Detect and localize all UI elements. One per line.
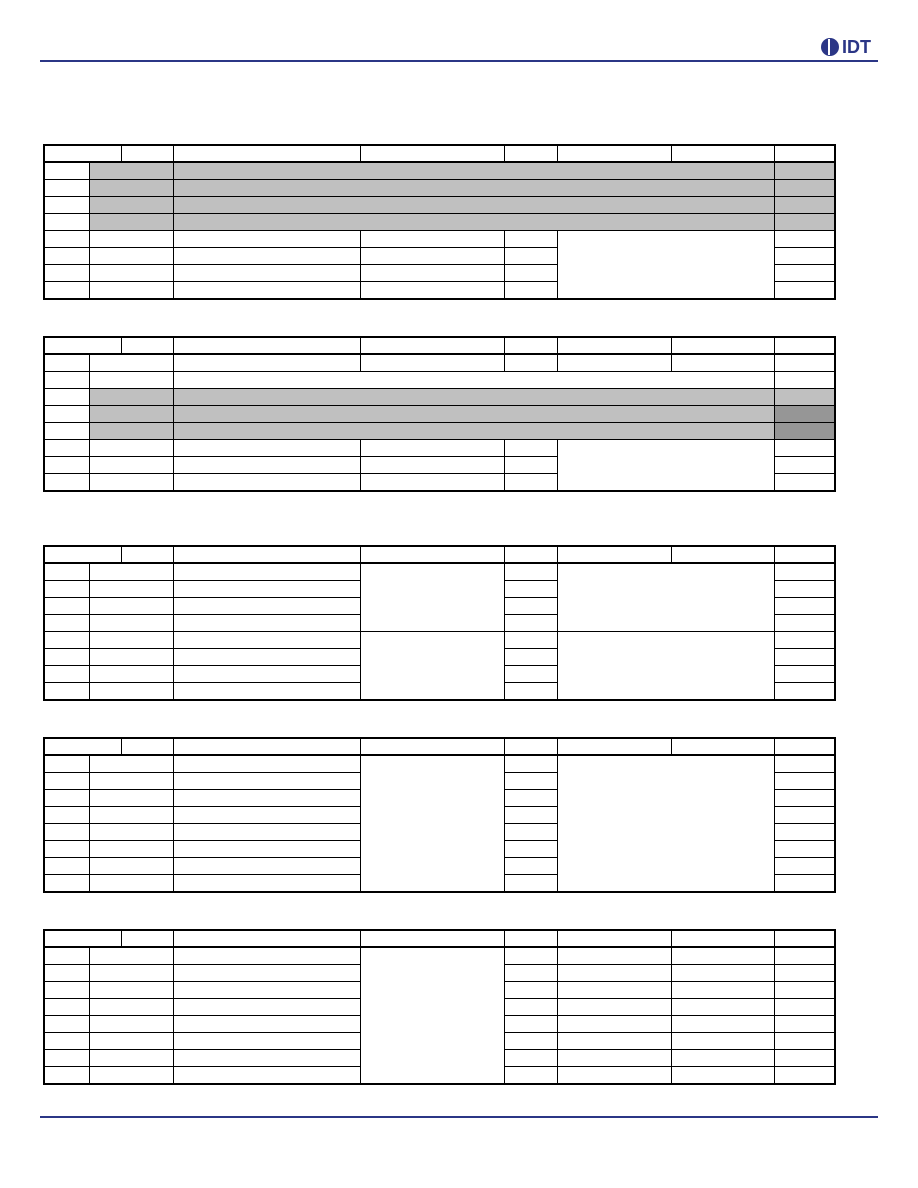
shaded-cell <box>173 406 774 423</box>
header-cell <box>121 145 173 162</box>
table-cell <box>173 790 360 807</box>
table-cell <box>671 999 774 1016</box>
table-cell <box>774 231 835 248</box>
footer-rule <box>40 1116 878 1118</box>
table-cell <box>173 807 360 824</box>
header-cell <box>774 145 835 162</box>
table-cell <box>774 1067 835 1085</box>
shaded-cell <box>89 197 173 214</box>
header-cell <box>774 738 835 755</box>
table-cell <box>44 231 89 248</box>
table-cell <box>173 265 360 282</box>
table-cell <box>504 598 557 615</box>
table-row <box>44 180 835 197</box>
shaded-cell <box>774 162 835 180</box>
table-row <box>44 354 835 372</box>
table-cell <box>173 999 360 1016</box>
table-cell <box>89 649 173 666</box>
table-row <box>44 389 835 406</box>
header-cell <box>121 337 173 354</box>
table-header-row <box>44 337 835 354</box>
table-row <box>44 197 835 214</box>
table-cell <box>89 440 173 457</box>
merged-cell <box>360 947 504 1084</box>
dark-shaded-cell <box>774 406 835 423</box>
table-cell <box>89 474 173 492</box>
table-cell <box>89 841 173 858</box>
table-cell <box>173 858 360 875</box>
table-cell <box>173 965 360 982</box>
table-cell <box>89 457 173 474</box>
table-cell <box>557 1050 671 1067</box>
table-cell <box>774 1033 835 1050</box>
shaded-cell <box>89 180 173 197</box>
idt-logo-icon <box>820 37 840 57</box>
header-cell <box>557 930 671 947</box>
shaded-cell <box>774 214 835 231</box>
header-cell <box>774 337 835 354</box>
header-cell <box>504 546 557 563</box>
table-cell <box>671 354 774 372</box>
table-cell <box>173 474 360 492</box>
header-cell <box>671 546 774 563</box>
shaded-cell <box>89 214 173 231</box>
table-cell <box>504 1033 557 1050</box>
table-cell <box>44 354 89 372</box>
shaded-cell <box>774 197 835 214</box>
table-cell <box>173 231 360 248</box>
header-cell <box>504 930 557 947</box>
header-cell <box>173 337 360 354</box>
table-cell <box>774 982 835 999</box>
table-cell <box>44 162 89 180</box>
table-cell <box>173 563 360 581</box>
table-cell <box>671 1067 774 1085</box>
table-cell <box>44 1016 89 1033</box>
table-cell <box>173 457 360 474</box>
table-cell <box>173 875 360 893</box>
table-cell <box>173 1033 360 1050</box>
table-cell <box>44 197 89 214</box>
table-cell <box>557 354 671 372</box>
table-cell <box>44 598 89 615</box>
table-cell <box>774 683 835 701</box>
header-cell <box>671 738 774 755</box>
register-table-4 <box>43 737 836 893</box>
table-cell <box>504 841 557 858</box>
header-cell <box>557 738 671 755</box>
header-cell <box>44 546 121 563</box>
table-cell <box>504 824 557 841</box>
table-cell <box>671 965 774 982</box>
table-row <box>44 214 835 231</box>
table-cell <box>44 947 89 965</box>
table-cell <box>44 841 89 858</box>
table-cell <box>89 282 173 300</box>
table-cell <box>89 875 173 893</box>
shaded-cell <box>173 389 774 406</box>
table-cell <box>360 474 504 492</box>
table-cell <box>173 773 360 790</box>
header-cell <box>504 738 557 755</box>
table-cell <box>504 858 557 875</box>
table-cell <box>774 999 835 1016</box>
table-cell <box>89 1016 173 1033</box>
header-cell <box>774 546 835 563</box>
table-cell <box>44 999 89 1016</box>
table-row <box>44 162 835 180</box>
table-cell <box>774 248 835 265</box>
table-cell <box>774 598 835 615</box>
table-cell <box>173 598 360 615</box>
table-cell <box>89 755 173 773</box>
table-cell <box>173 683 360 701</box>
shaded-cell <box>173 214 774 231</box>
table-cell <box>173 615 360 632</box>
table-cell <box>173 1050 360 1067</box>
table-cell <box>557 999 671 1016</box>
shaded-cell <box>173 162 774 180</box>
header-cell <box>557 145 671 162</box>
table-cell <box>774 1016 835 1033</box>
table-cell <box>44 965 89 982</box>
header-cell <box>173 930 360 947</box>
table-cell <box>504 1067 557 1085</box>
header-cell <box>121 738 173 755</box>
merged-cell <box>360 563 504 632</box>
table-cell <box>173 354 360 372</box>
table-cell <box>671 1050 774 1067</box>
table-cell <box>44 773 89 790</box>
shaded-cell <box>89 162 173 180</box>
table-cell <box>173 824 360 841</box>
table-cell <box>89 666 173 683</box>
table-cell <box>89 615 173 632</box>
register-table-3 <box>43 545 836 701</box>
table-cell <box>89 773 173 790</box>
header-cell <box>360 546 504 563</box>
table-cell <box>89 231 173 248</box>
table-cell <box>89 248 173 265</box>
table-cell <box>504 474 557 492</box>
header-cell <box>121 546 173 563</box>
header-cell <box>360 930 504 947</box>
table-row <box>44 440 835 457</box>
table-cell <box>774 615 835 632</box>
header-cell <box>671 930 774 947</box>
table-cell <box>504 231 557 248</box>
table-cell <box>44 440 89 457</box>
table-cell <box>44 563 89 581</box>
table-cell <box>89 683 173 701</box>
table-cell <box>774 666 835 683</box>
table-cell <box>173 1067 360 1085</box>
table-cell <box>671 947 774 965</box>
table-cell <box>89 581 173 598</box>
table-cell <box>671 1033 774 1050</box>
header-cell <box>360 337 504 354</box>
header-cell <box>557 337 671 354</box>
table-row <box>44 231 835 248</box>
table-cell <box>504 248 557 265</box>
table-cell <box>89 265 173 282</box>
table-cell <box>44 180 89 197</box>
table-cell <box>89 824 173 841</box>
table-cell <box>504 807 557 824</box>
table-cell <box>89 1067 173 1085</box>
table-cell <box>774 790 835 807</box>
table-cell <box>44 982 89 999</box>
table-cell <box>44 666 89 683</box>
table-cell <box>89 1050 173 1067</box>
header-cell <box>121 930 173 947</box>
header-cell <box>774 930 835 947</box>
merged-cell <box>557 440 774 492</box>
table-cell <box>774 632 835 649</box>
dark-shaded-cell <box>774 423 835 440</box>
table-cell <box>173 755 360 773</box>
table-cell <box>44 790 89 807</box>
table-cell <box>774 563 835 581</box>
table-cell <box>774 807 835 824</box>
table-cell <box>44 858 89 875</box>
table-cell <box>557 1067 671 1085</box>
table-cell <box>173 982 360 999</box>
table-cell <box>173 372 774 389</box>
header-cell <box>360 738 504 755</box>
table-row <box>44 372 835 389</box>
table-cell <box>44 632 89 649</box>
header-cell <box>671 145 774 162</box>
merged-cell <box>557 755 774 892</box>
table-cell <box>504 773 557 790</box>
table-cell <box>89 999 173 1016</box>
header-cell <box>504 145 557 162</box>
table-cell <box>774 1050 835 1067</box>
header-cell <box>173 145 360 162</box>
table-cell <box>89 632 173 649</box>
table-cell <box>89 372 173 389</box>
header-cell <box>44 337 121 354</box>
table-cell <box>774 875 835 893</box>
table-row <box>44 755 835 773</box>
header-cell <box>44 930 121 947</box>
table-cell <box>504 282 557 300</box>
header-cell <box>173 738 360 755</box>
table-cell <box>774 824 835 841</box>
table-header-row <box>44 930 835 947</box>
table-cell <box>360 457 504 474</box>
table-cell <box>360 440 504 457</box>
table-cell <box>89 947 173 965</box>
table-cell <box>360 354 504 372</box>
shaded-cell <box>173 197 774 214</box>
table-cell <box>774 858 835 875</box>
table-cell <box>44 372 89 389</box>
table-cell <box>360 231 504 248</box>
table-cell <box>44 1033 89 1050</box>
table-cell <box>89 790 173 807</box>
table-cell <box>173 649 360 666</box>
table-cell <box>360 265 504 282</box>
table-cell <box>671 982 774 999</box>
table-cell <box>774 372 835 389</box>
table-cell <box>504 1016 557 1033</box>
table-cell <box>504 440 557 457</box>
table-cell <box>44 755 89 773</box>
header-cell <box>44 738 121 755</box>
table-cell <box>504 354 557 372</box>
table-cell <box>504 982 557 999</box>
table-row <box>44 563 835 581</box>
table-cell <box>89 807 173 824</box>
merged-cell <box>557 231 774 300</box>
table-cell <box>89 563 173 581</box>
shaded-cell <box>774 389 835 406</box>
shaded-cell <box>89 389 173 406</box>
table-cell <box>173 666 360 683</box>
shaded-cell <box>89 406 173 423</box>
header-rule <box>40 60 878 62</box>
table-cell <box>89 965 173 982</box>
table-cell <box>504 755 557 773</box>
table-cell <box>44 875 89 893</box>
table-cell <box>774 457 835 474</box>
table-cell <box>504 649 557 666</box>
table-cell <box>44 649 89 666</box>
table-cell <box>557 947 671 965</box>
table-cell <box>774 581 835 598</box>
table-cell <box>774 440 835 457</box>
table-cell <box>504 683 557 701</box>
merged-cell <box>360 632 504 701</box>
table-cell <box>504 1050 557 1067</box>
table-cell <box>44 406 89 423</box>
table-cell <box>774 265 835 282</box>
table-cell <box>44 423 89 440</box>
table-header-row <box>44 738 835 755</box>
table-cell <box>557 982 671 999</box>
table-cell <box>173 581 360 598</box>
table-cell <box>360 248 504 265</box>
table-row <box>44 632 835 649</box>
table-header-row <box>44 546 835 563</box>
table-cell <box>774 773 835 790</box>
table-cell <box>173 440 360 457</box>
table-cell <box>504 265 557 282</box>
merged-cell <box>360 755 504 892</box>
table-cell <box>774 947 835 965</box>
logo-text: IDT <box>842 37 871 57</box>
table-cell <box>774 282 835 300</box>
table-cell <box>89 598 173 615</box>
table-cell <box>44 824 89 841</box>
table-cell <box>504 666 557 683</box>
table-cell <box>173 1016 360 1033</box>
table-cell <box>504 563 557 581</box>
table-header-row <box>44 145 835 162</box>
table-cell <box>44 581 89 598</box>
table-cell <box>44 1050 89 1067</box>
header-cell <box>504 337 557 354</box>
table-cell <box>504 947 557 965</box>
table-cell <box>504 999 557 1016</box>
table-cell <box>557 1016 671 1033</box>
table-cell <box>89 354 173 372</box>
table-row <box>44 423 835 440</box>
table-cell <box>44 389 89 406</box>
table-cell <box>774 965 835 982</box>
table-row <box>44 947 835 965</box>
table-cell <box>774 354 835 372</box>
header-cell <box>360 145 504 162</box>
table-cell <box>173 632 360 649</box>
table-cell <box>504 875 557 893</box>
shaded-cell <box>89 423 173 440</box>
table-cell <box>504 457 557 474</box>
table-cell <box>44 265 89 282</box>
register-table-2 <box>43 336 836 492</box>
company-logo <box>820 36 880 58</box>
table-cell <box>173 947 360 965</box>
table-cell <box>504 632 557 649</box>
table-cell <box>774 474 835 492</box>
table-cell <box>360 282 504 300</box>
table-cell <box>504 581 557 598</box>
table-cell <box>504 615 557 632</box>
register-table-5 <box>43 929 836 1085</box>
register-table-1 <box>43 144 836 300</box>
table-cell <box>44 615 89 632</box>
table-cell <box>774 841 835 858</box>
table-row <box>44 406 835 423</box>
table-cell <box>44 807 89 824</box>
table-cell <box>671 1016 774 1033</box>
table-cell <box>89 982 173 999</box>
table-cell <box>557 965 671 982</box>
table-cell <box>173 841 360 858</box>
shaded-cell <box>774 180 835 197</box>
header-cell <box>44 145 121 162</box>
header-cell <box>671 337 774 354</box>
table-cell <box>557 1033 671 1050</box>
table-cell <box>89 1033 173 1050</box>
table-cell <box>44 683 89 701</box>
table-cell <box>774 649 835 666</box>
merged-cell <box>557 632 774 701</box>
table-cell <box>173 248 360 265</box>
table-cell <box>44 1067 89 1085</box>
shaded-cell <box>173 423 774 440</box>
table-cell <box>44 214 89 231</box>
table-cell <box>44 457 89 474</box>
table-cell <box>504 965 557 982</box>
table-cell <box>44 474 89 492</box>
table-cell <box>504 790 557 807</box>
table-cell <box>44 248 89 265</box>
table-cell <box>173 282 360 300</box>
table-cell <box>44 282 89 300</box>
header-cell <box>173 546 360 563</box>
table-cell <box>89 858 173 875</box>
table-cell <box>774 755 835 773</box>
shaded-cell <box>173 180 774 197</box>
merged-cell <box>557 563 774 632</box>
header-cell <box>557 546 671 563</box>
